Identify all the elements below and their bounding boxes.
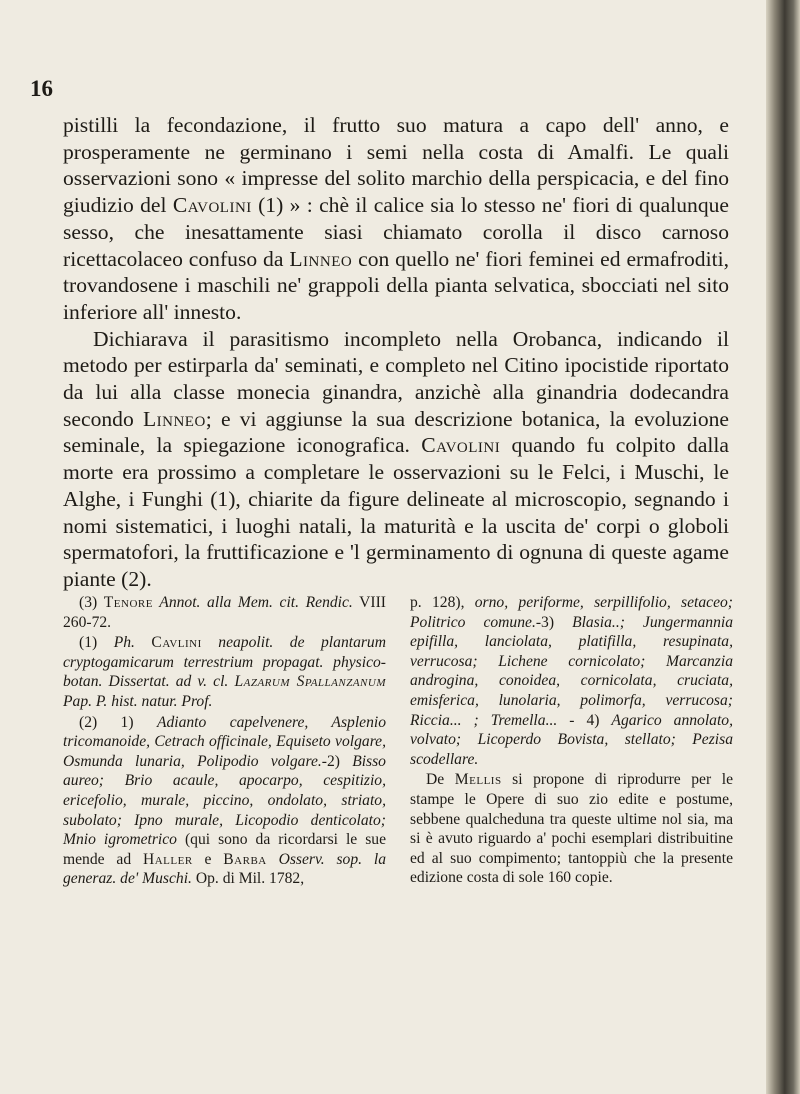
- text-run: Annot. alla Mem. cit. Rendic.: [152, 594, 353, 611]
- note-mark: (2) 1): [79, 713, 157, 731]
- footnote-column-right: [410, 593, 733, 890]
- note-mark: -3): [535, 613, 573, 631]
- text-run: orno, periforme, serpillifolio, setaceo; Politrico comune.: [410, 594, 733, 631]
- text-run: si propone di riprodurre per le stampe le Opere di suo zio edite e postume, sebbene qualcheduna tra queste ultime nol sia, ma si è avuto riguardo a' pochi esemplari distribuitine ed al suo compimento; tantoppiù che la presente edizione costa di sole 160 copie.: [410, 771, 733, 887]
- text-run: e: [192, 850, 224, 868]
- text-run: ; e vi aggiunse la sua descrizione botanica, la evoluzione seminale, la spiegazione iconografica.: [63, 406, 729, 458]
- text-run: con quello ne' fiori feminei ed ermafroditi, trovandosene i maschili ne' grappoli della pianta selvatica, sbocciati nel sito inferiore all' innesto.: [63, 246, 729, 324]
- text-run: VIII 260-72.: [63, 594, 386, 631]
- text-run: Dichiarava il parasitismo incompleto nella Orobanca, indicando il metodo per estirparla da' seminati, e completo nel Citino ipocistide riportato da lui alla classe monecia ginandra, anzichè alla ginandria dodecandra secondo: [63, 326, 729, 431]
- author-name: Cavolini: [421, 433, 501, 458]
- text-run: neapolit. de plantarum cryptogamicarum terrestrium propagat. physico-botan. Dissertat. ad v. cl.: [63, 634, 386, 691]
- author-name: Lazarum Spallanzanum: [234, 673, 387, 691]
- author-name: Mellis: [454, 771, 502, 789]
- paragraph-1: [63, 112, 729, 326]
- footnote-1: [63, 633, 386, 711]
- footnotes: [63, 593, 733, 890]
- author-name: Linneo: [142, 406, 206, 431]
- paragraph-2: [63, 326, 729, 593]
- main-text: [63, 112, 729, 593]
- note-mark: - 4): [557, 711, 612, 729]
- author-name: Haller: [142, 850, 193, 868]
- text-run: Adianto capelvenere, Asplenio tricomanoide, Cetrach officinale, Equiseto volgare, Osmunda lunaria, Polipodio volgare.: [63, 713, 386, 770]
- page-number: 16: [30, 76, 53, 101]
- footnote-column-left: [63, 593, 386, 890]
- text-run: quando fu colpito dalla morte era prossimo a completare le osservazioni su le Felci, i Muschi, le Alghe, i Funghi (1), chiarite da figure delineate al microscopio, segnando i nomi sistematici, i luoghi natali, la maturità e la uscita de' corpi o globoli spermatofori, la fruttificazione e 'l germinamento di ognuna di queste agame piante (2).: [63, 433, 730, 591]
- author-name: Linneo: [289, 246, 353, 271]
- footnote-de-mellis: [410, 770, 733, 888]
- footnote-2: [63, 713, 386, 889]
- book-binding-edge: [766, 0, 800, 1094]
- text-run: Blasia..; Jungermannia epifilla, lanciolata, platifilla, resupinata, verrucosa; Lichene cornicolato; Marcanzia androgina, conoidea, cornicolata, cruciata, emisferica, lunolaria, polimorfa, verrucosa; Riccia... ; Tremella...: [410, 613, 734, 729]
- author-name: Cavolini: [172, 193, 252, 218]
- author-name: Cavlini: [151, 634, 202, 652]
- footnote-3: [63, 593, 386, 632]
- author-name: Tenore: [103, 594, 153, 611]
- text-run: p. 128),: [410, 594, 475, 611]
- text-run: Bisso aureo; Brio acaule, apocarpo, cespitizio, ericefolio, murale, piccino, ondolato, striato, subolato; Ipno murale, Licopodio denticolato; Mnio igrometrico: [63, 752, 386, 849]
- author-name: Barba: [223, 850, 267, 868]
- text-run: Op. di Mil. 1782,: [191, 870, 305, 888]
- text-run: Osserv. sop. la generaz. de' Muschi.: [63, 850, 387, 888]
- text-run: (qui sono da ricordarsi le sue mende ad: [63, 831, 386, 868]
- note-mark: (1): [79, 634, 114, 652]
- text-run: Pap. P. hist. natur. Prof.: [63, 692, 213, 710]
- text-run: Agarico annolato, volvato; Licoperdo Bovista, stellato; Pezisa scodellare.: [410, 711, 733, 768]
- text-run: (1) » : chè il calice sia lo stesso ne' fiori di qualunque sesso, che inesattamente siasi chiamato corolla il disco carnoso ricettacolaceo confuso da: [63, 193, 729, 271]
- text-run: pistilli la fecondazione, il frutto suo matura a capo dell' anno, e prosperamente ne germinano i semi nella costa di Amalfi. Le quali osservazioni sono « impresse del solito marchio della perspicacia, e del fino giudizio del: [63, 113, 729, 218]
- text-run: De: [426, 771, 455, 789]
- footnote-2-continued: [410, 593, 733, 769]
- note-mark: -2): [321, 752, 353, 770]
- text-run: Ph.: [113, 634, 152, 652]
- note-mark: (3): [79, 594, 104, 611]
